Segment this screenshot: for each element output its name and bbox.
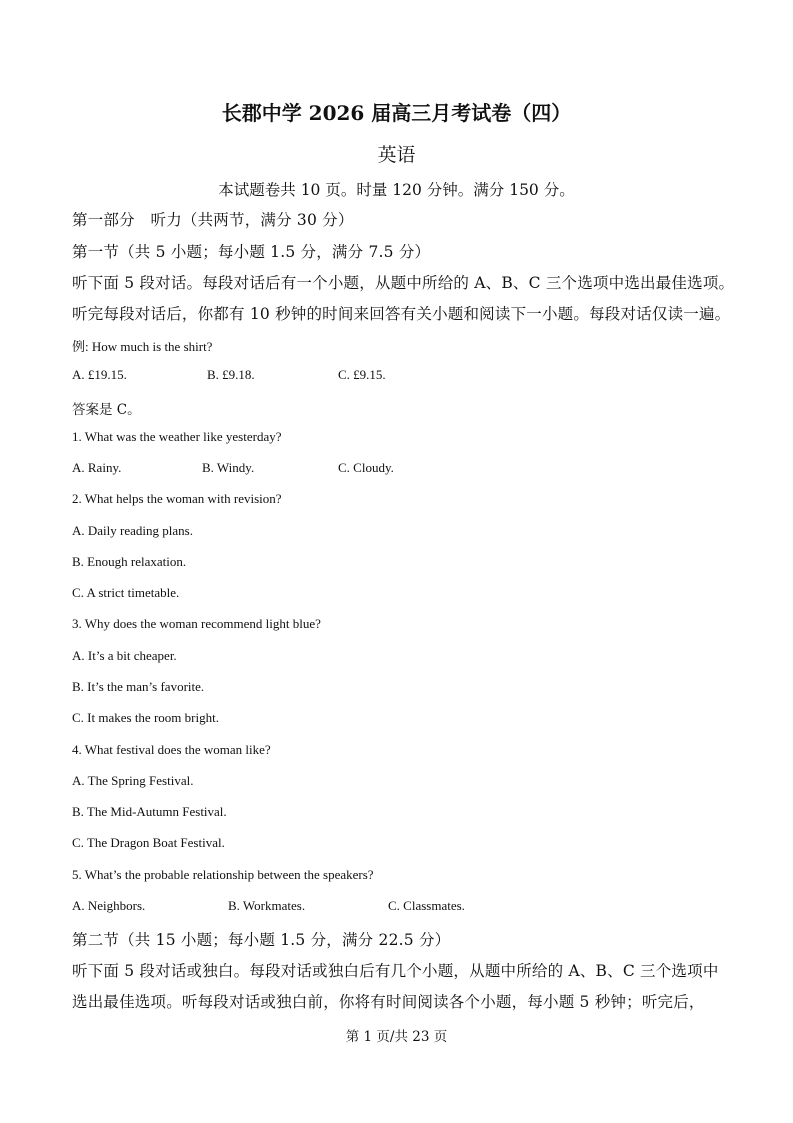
section1-instructions-1: 听下面 5 段对话。每段对话后有一个小题，从题中所给的 A、B、C 三个选项中选出最佳选项。 — [72, 274, 735, 292]
q5-option-b: B. Workmates. — [228, 898, 306, 913]
section2-instructions-2: 选出最佳选项。听每段对话或独白前，你将有时间阅读各个小题，每小题 5 秒钟；听完后， — [72, 993, 705, 1011]
q1-option-c: C. Cloudy. — [338, 460, 394, 475]
question-2: 2. What helps the woman with revision? — [72, 491, 282, 506]
section2-heading: 第二节（共 15 小题；每小题 1.5 分，满分 22.5 分） — [72, 931, 451, 949]
q3-option-a: A. It’s a bit cheaper. — [72, 648, 177, 663]
question-5: 5. What’s the probable relationship between the speakers? — [72, 867, 374, 882]
q4-option-c: C. The Dragon Boat Festival. — [72, 835, 225, 850]
exam-title: 长郡中学 2026 届高三月考试卷（四） — [221, 101, 572, 125]
example-option-b: B. £9.18. — [207, 367, 255, 382]
subject-title: 英语 — [377, 144, 416, 166]
part1-heading: 第一部分 听力（共两节，满分 30 分） — [72, 211, 354, 229]
q4-option-a: A. The Spring Festival. — [72, 773, 194, 788]
question-3: 3. Why does the woman recommend light blue? — [72, 616, 321, 631]
q1-option-a: A. Rainy. — [72, 460, 122, 475]
page-footer: 第 1 页/共 23 页 — [345, 1029, 448, 1045]
q3-option-b: B. It’s the man’s favorite. — [72, 679, 205, 694]
example-option-a: A. £19.15. — [72, 367, 127, 382]
question-4: 4. What festival does the woman like? — [72, 742, 271, 757]
section1-heading: 第一节（共 5 小题；每小题 1.5 分，满分 7.5 分） — [72, 243, 431, 261]
exam-info: 本试题卷共 10 页。时量 120 分钟。满分 150 分。 — [218, 181, 575, 199]
q1-option-b: B. Windy. — [202, 460, 255, 475]
example-answer: 答案是 C。 — [72, 402, 141, 418]
q3-option-c: C. It makes the room bright. — [72, 710, 219, 725]
section1-instructions-2: 听完每段对话后，你都有 10 秒钟的时间来回答有关小题和阅读下一小题。每段对话仅读一遍。 — [72, 305, 731, 323]
q4-option-b: B. The Mid-Autumn Festival. — [72, 804, 227, 819]
q2-option-b: B. Enough relaxation. — [72, 554, 187, 569]
example-question: 例: How much is the shirt? — [72, 339, 213, 354]
q2-option-c: C. A strict timetable. — [72, 585, 180, 600]
q5-option-c: C. Classmates. — [388, 898, 465, 913]
question-1: 1. What was the weather like yesterday? — [72, 429, 282, 444]
q5-option-a: A. Neighbors. — [72, 898, 146, 913]
q2-option-a: A. Daily reading plans. — [72, 523, 193, 538]
section2-instructions-1: 听下面 5 段对话或独白。每段对话或独白后有几个小题，从题中所给的 A、B、C 三个选项中 — [72, 962, 719, 980]
example-option-c: C. £9.15. — [338, 367, 386, 382]
